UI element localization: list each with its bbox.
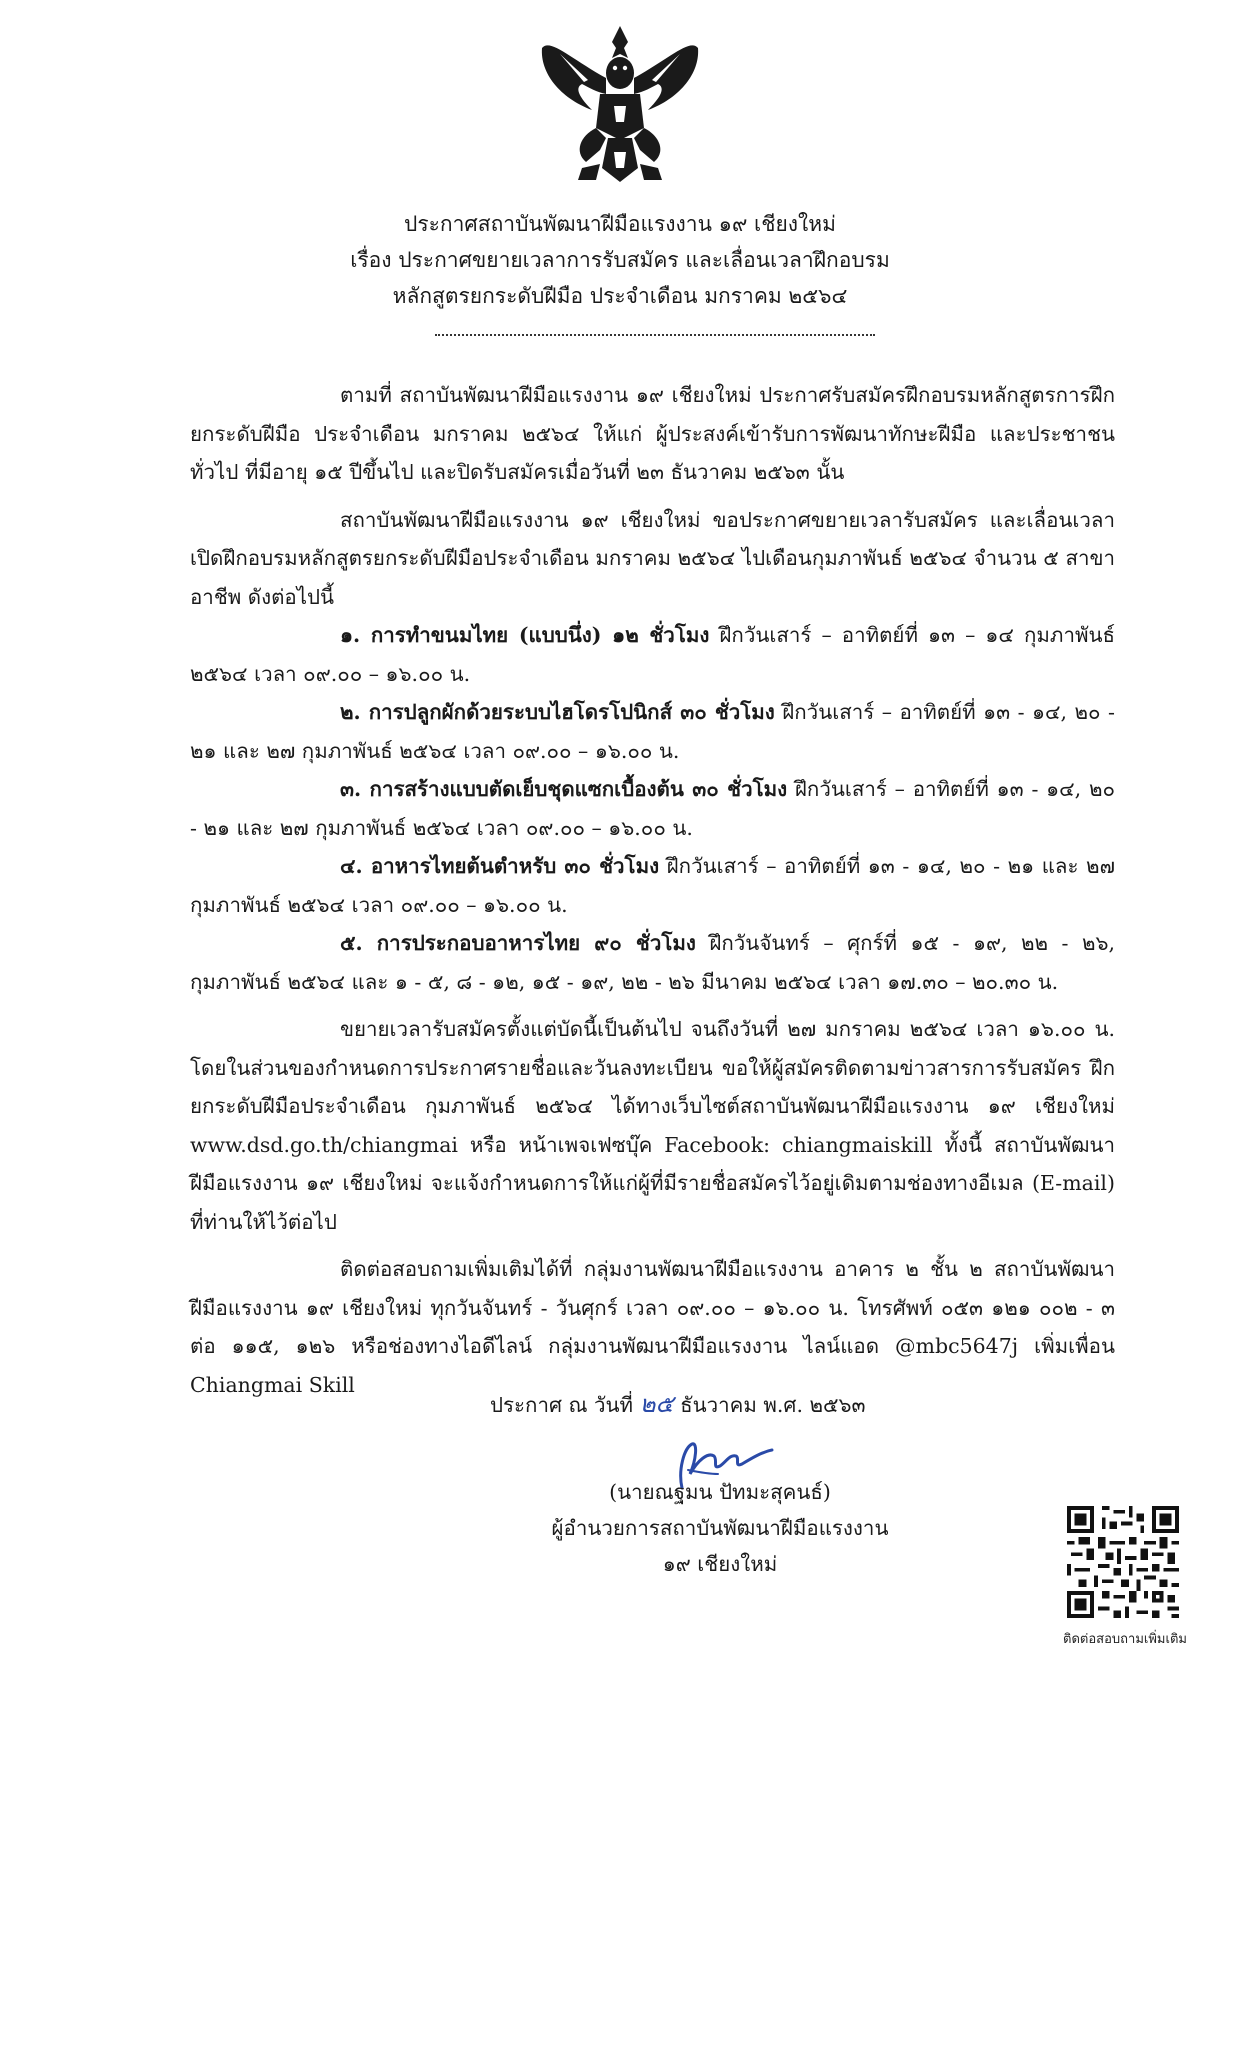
course-item-4 (190, 847, 1115, 924)
paragraph-2: สถาบันพัฒนาฝีมือแรงงาน ๑๙ เชียงใหม่ ขอประกาศขยายเวลารับสมัคร และเลื่อนเวลาเปิดฝึกอบรมหลักสูตรยกระดับฝีมือประจำเดือน มกราคม ๒๕๖๔ ไปเดือนกุมภาพันธ์ ๒๕๖๔ จำนวน ๕ สาขาอาชีพ ดังต่อไปนี้ (190, 507, 1115, 609)
header-subject: เรื่อง ประกาศขยายเวลาการรับสมัคร และเลื่อนเวลาฝึกอบรม (350, 248, 890, 272)
paragraph-1: ตามที่ สถาบันพัฒนาฝีมือแรงงาน ๑๙ เชียงใหม่ ประกาศรับสมัครฝึกอบรมหลักสูตรการฝึกยกระดับฝีมือ ประจำเดือน มกราคม ๒๕๖๔ ให้แก่ ผู้ประสงค์เข้ารับการพัฒนาทักษะฝีมือ และประชาชนทั่วไป ที่มีอายุ ๑๕ ปีขึ้นไป และปิดรับสมัครเมื่อวันที่ ๒๓ ธันวาคม ๒๕๖๓ นั้น (190, 383, 1115, 484)
course-title: ๓. การสร้างแบบตัดเย็บชุดแซกเบื้องต้น ๓๐ ชั่วโมง (340, 777, 788, 801)
course-title: ๕. การประกอบอาหารไทย ๙๐ ชั่วโมง (340, 931, 696, 955)
date-suffix: ธันวาคม พ.ศ. ๒๕๖๓ (680, 1393, 866, 1417)
course-item-2 (190, 693, 1115, 770)
garuda-emblem-icon (530, 18, 710, 188)
header-divider (435, 334, 875, 336)
course-detail: ฝึกวันเสาร์ – อาทิตย์ที่ ๑๓ - ๑๔, ๒๐ - ๒๑ และ ๒๗ กุมภาพันธ์ ๒๕๖๔ เวลา ๐๙.๐๐ – ๑๖.๐๐ น. (190, 777, 1115, 840)
announcement-date (490, 1384, 866, 1423)
date-prefix: ประกาศ ณ วันที่ (490, 1393, 634, 1417)
announcement-body (190, 376, 1115, 1413)
course-detail: ฝึกวันเสาร์ – อาทิตย์ที่ ๑๓ - ๑๔, ๒๐ - ๒๑ และ ๒๗ กุมภาพันธ์ ๒๕๖๔ เวลา ๐๙.๐๐ – ๑๖.๐๐ น. (190, 854, 1115, 917)
course-detail: ฝึกวันเสาร์ – อาทิตย์ที่ ๑๓ - ๑๔, ๒๐ - ๒๑ และ ๒๗ กุมภาพันธ์ ๒๕๖๔ เวลา ๐๙.๐๐ – ๑๖.๐๐ น. (190, 700, 1115, 763)
course-title: ๒. การปลูกผักด้วยระบบไฮโดรโปนิกส์ ๓๐ ชั่วโมง (340, 700, 775, 724)
course-item-1 (190, 616, 1115, 693)
announcement-header (190, 206, 1050, 314)
signer-name: (นายณฐมน ปัทมะสุคนธ์) (609, 1480, 831, 1504)
paragraph-3: ขยายเวลารับสมัครตั้งแต่บัดนี้เป็นต้นไป จนถึงวันที่ ๒๗ มกราคม ๒๕๖๔ เวลา ๑๖.๐๐ น. โดยในส่วนของกำหนดการประกาศรายชื่อและวันลงทะเบียน ขอให้ผู้สมัครติดตามข่าวสารการรับสมัคร ฝึกยกระดับฝีมือประจำเดือน กุมภาพันธ์ ๒๕๖๔ ได้ทางเว็บไซต์สถาบันพัฒนาฝีมือแรงงาน ๑๙ เชียงใหม่ www.dsd.go.th/chiangmai หรือ หน้าเพจเฟซบุ๊ค Facebook: chiangmaiskill ทั้งนี้ สถาบันพัฒนาฝีมือแรงงาน ๑๙ เชียงใหม่ จะแจ้งกำหนดการให้แก่ผู้ที่มีรายชื่อสมัครไว้อยู่เดิมตามช่องทางอีเมล (E-mail) ที่ท่านให้ไว้ต่อไป (190, 1017, 1115, 1234)
date-day-handwritten: ๒๕ (639, 1390, 674, 1418)
course-item-3 (190, 770, 1115, 847)
signer-block (540, 1474, 900, 1582)
qr-code-icon (1067, 1506, 1179, 1618)
course-title: ๑. การทำขนมไทย (แบบนึ่ง) ๑๒ ชั่วโมง (340, 623, 710, 647)
header-line-1: ประกาศสถาบันพัฒนาฝีมือแรงงาน ๑๙ เชียงใหม่ (404, 212, 836, 236)
course-detail: ฝึกวันจันทร์ – ศุกร์ที่ ๑๕ - ๑๙, ๒๒ - ๒๖, กุมภาพันธ์ ๒๕๖๔ และ ๑ - ๕, ๘ - ๑๒, ๑๕ - ๑๙, ๒๒ - ๒๖ มีนาคม ๒๕๖๔ เวลา ๑๗.๓๐ – ๒๐.๓๐ น. (190, 931, 1115, 994)
course-title: ๔. อาหารไทยต้นตำหรับ ๓๐ ชั่วโมง (340, 854, 660, 878)
qr-caption: ติดต่อสอบถามเพิ่มเติม (1063, 1632, 1187, 1647)
course-item-5 (190, 924, 1115, 1001)
header-line-3: หลักสูตรยกระดับฝีมือ ประจำเดือน มกราคม ๒๕๖๔ (392, 284, 848, 308)
signer-title: ผู้อำนวยการสถาบันพัฒนาฝีมือแรงงาน ๑๙ เชียงใหม่ (551, 1516, 889, 1576)
course-detail: ฝึกวันเสาร์ – อาทิตย์ที่ ๑๓ – ๑๔ กุมภาพันธ์ ๒๕๖๔ เวลา ๐๙.๐๐ – ๑๖.๐๐ น. (190, 623, 1115, 686)
paragraph-4: ติดต่อสอบถามเพิ่มเติมได้ที่ กลุ่มงานพัฒนาฝีมือแรงงาน อาคาร ๒ ชั้น ๒ สถาบันพัฒนาฝีมือแรงงาน ๑๙ เชียงใหม่ ทุกวันจันทร์ - วันศุกร์ เวลา ๐๙.๐๐ – ๑๖.๐๐ น. โทรศัพท์ ๐๕๓ ๑๒๑ ๐๐๒ - ๓ ต่อ ๑๑๕, ๑๒๖ หรือช่องทางไอดีไลน์ กลุ่มงานพัฒนาฝีมือแรงงาน ไลน์แอด @mbc5647j เพิ่มเพื่อน Chiangmai Skill (190, 1257, 1115, 1397)
